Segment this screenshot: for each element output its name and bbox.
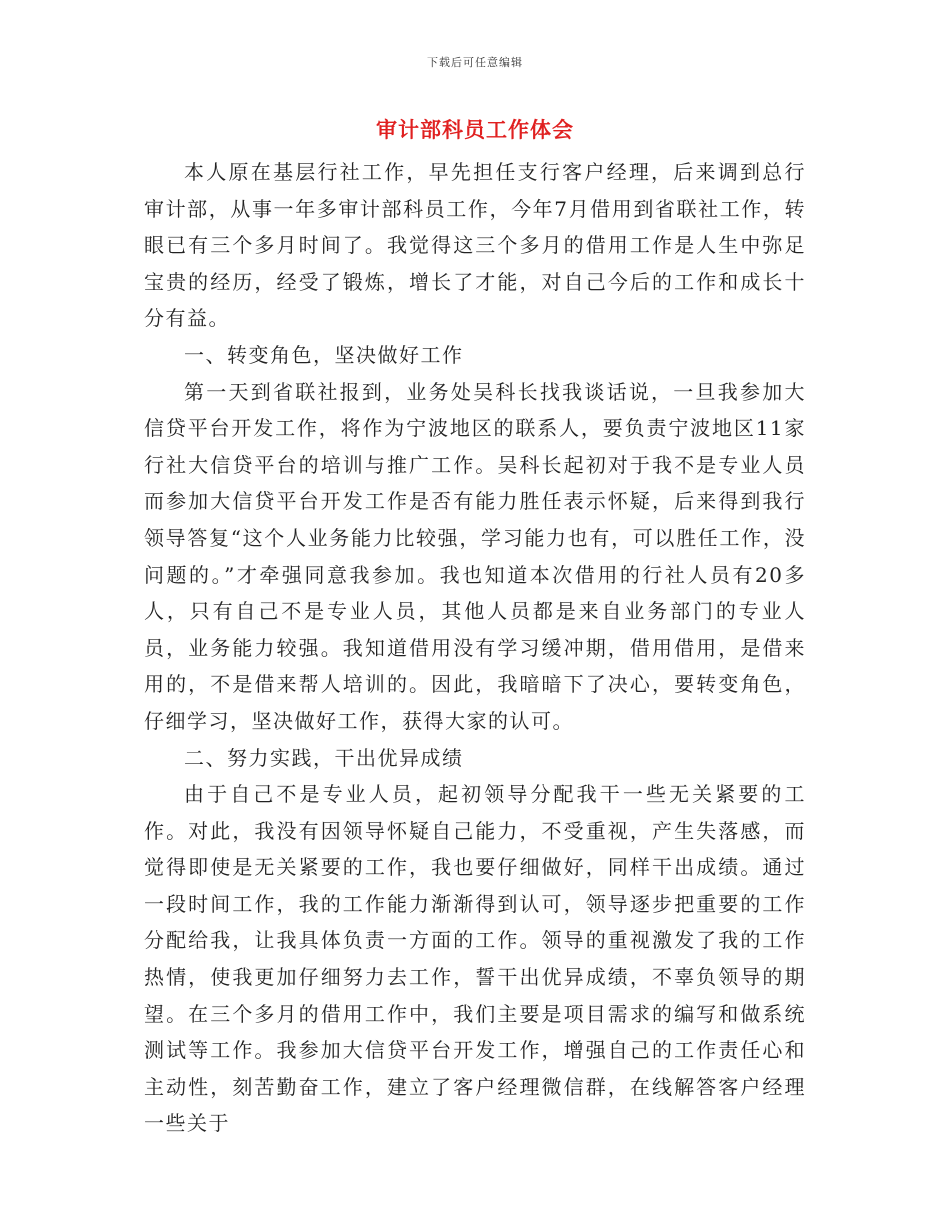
header-note: 下载后可任意编辑 <box>427 56 523 69</box>
paragraph-section-2: 由于自己不是专业人员，起初领导分配我干一些无关紧要的工作。对此，我没有因领导怀疑自己能力，不受重视，产生失落感，而觉得即使是无关紧要的工作，我也要仔细做好，同样干出成绩。通过一段时间工作，我的工作能力渐渐得到认可，领导逐步把重要的工作分配给我，让我具体负责一方面的工作。领导的重视激发了我的工作热情，使我更加仔细努力去工作，誓干出优异成绩，不辜负领导的期望。在三个多月的借用工作中，我们主要是项目需求的编写和做系统测试等工作。我参加大信贷平台开发工作，增强自己的工作责任心和主动性，刻苦勤奋工作，建立了客户经理微信群，在线解答客户经理一些关于 <box>144 782 806 1136</box>
paragraph-intro: 本人原在基层行社工作，早先担任支行客户经理，后来调到总行审计部，从事一年多审计部科员工作，今年7月借用到省联社工作，转眼已有三个多月时间了。我觉得这三个多月的借用工作是人生中弥足宝贵的经历，经受了锻炼，增长了才能，对自己今后的工作和成长十分有益。 <box>144 160 806 331</box>
section-heading-1: 一、转变角色，坚决做好工作 <box>184 342 464 367</box>
document-title: 审计部科员工作体会 <box>376 117 574 142</box>
section-heading-2: 二、努力实践，干出优异成绩 <box>184 745 464 770</box>
document-body <box>144 154 806 1142</box>
paragraph-section-1: 第一天到省联社报到，业务处吴科长找我谈话说，一旦我参加大信贷平台开发工作，将作为宁波地区的联系人，要负责宁波地区11家行社大信贷平台的培训与推广工作。吴科长起初对于我不是专业人员而参加大信贷平台开发工作是否有能力胜任表示怀疑，后来得到我行领导答复“这个人业务能力比较强，学习能力也有，可以胜任工作，没问题的。”才牵强同意我参加。我也知道本次借用的行社人员有20多人，只有自己不是专业人员，其他人员都是来自业务部门的专业人员，业务能力较强。我知道借用没有学习缓冲期，借用借用，是借来用的，不是借来帮人培训的。因此，我暗暗下了决心，要转变角色，仔细学习，坚决做好工作，获得大家的认可。 <box>144 379 806 733</box>
